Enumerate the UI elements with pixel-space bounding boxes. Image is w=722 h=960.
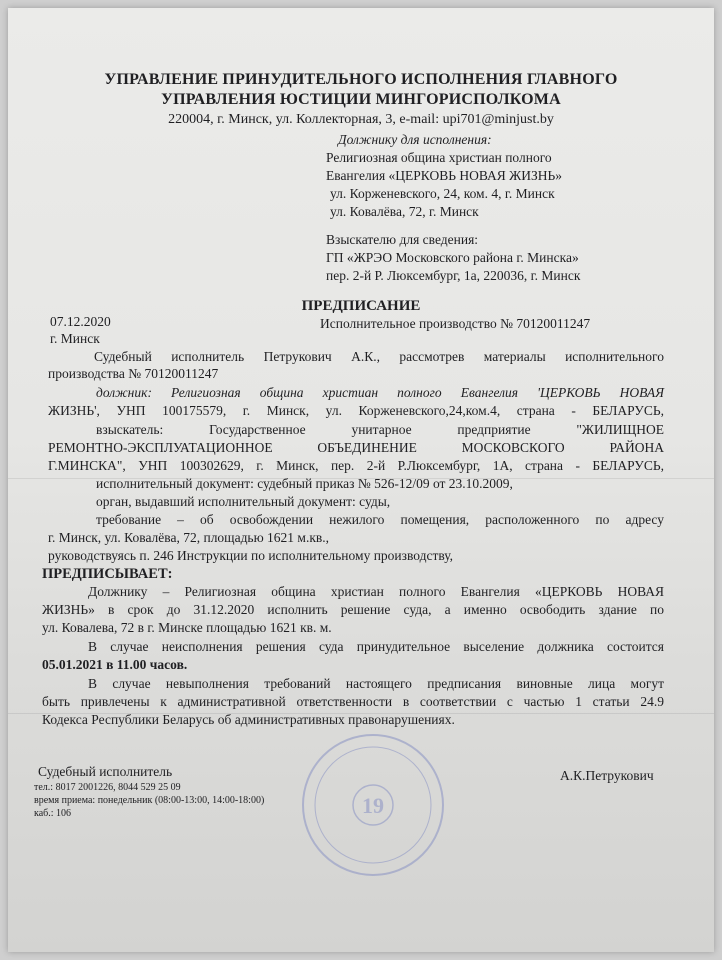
- order-line: ЖИЗНЬ» в срок до 31.12.2020 исполнить решение суда, а именно освободить здание по: [42, 602, 664, 617]
- order-line: Должнику – Религиозная община христиан полного Евангелия «ЦЕРКОВЬ НОВАЯ: [88, 584, 664, 599]
- order-line: В случае невыполнения требований настоящего предписания виновные лица могут: [88, 676, 664, 691]
- order-line: ул. Ковалева, 72 в г. Минске площадью 1621 кв. м.: [42, 620, 332, 635]
- document-date: 07.12.2020: [50, 314, 111, 329]
- eviction-date: 05.01.2021 в 11.00 часов.: [42, 657, 188, 672]
- body-line: ЖИЗНЬ', УНП 100175579, г. Минск, ул. Корженевского,24,ком.4, страна - БЕЛАРУСЬ,: [48, 403, 664, 418]
- body-line: г. Минск, ул. Ковалёва, 72, площадью 1621 м.кв.,: [48, 530, 330, 545]
- debtor-line: Евангелия «ЦЕРКОВЬ НОВАЯ ЖИЗНЬ»: [326, 168, 562, 183]
- claimant-line: пер. 2-й Р. Люксембург, 1а, 220036, г. Минск: [326, 268, 581, 283]
- signature-name: А.К.Петрукович: [560, 768, 654, 783]
- order-line: Кодекса Республики Беларусь об административных правонарушениях.: [42, 712, 455, 727]
- signature-hours: время приема: понедельник (08:00-13:00, 14:00-18:00): [34, 795, 265, 806]
- stamp-number: 19: [362, 793, 384, 818]
- debtor-line: ул. Ковалёва, 72, г. Минск: [330, 204, 479, 219]
- debtor-title: Должнику для исполнения:: [338, 132, 492, 147]
- body-line: взыскатель: Государственное унитарное предприятие "ЖИЛИЩНОЕ: [96, 422, 664, 437]
- header-line-2: УПРАВЛЕНИЯ ЮСТИЦИИ МИНГОРИСПОЛКОМА: [161, 91, 561, 108]
- official-stamp: [298, 730, 448, 880]
- header-line-1: УПРАВЛЕНИЕ ПРИНУДИТЕЛЬНОГО ИСПОЛНЕНИЯ ГЛАВНОГО: [104, 71, 618, 88]
- body-line: орган, выдавший исполнительный документ: суды,: [96, 494, 391, 509]
- debtor-line: ул. Корженевского, 24, ком. 4, г. Минск: [330, 186, 555, 201]
- body-line: РЕМОНТНО-ЭКСПЛУАТАЦИОННОЕ ОБЪЕДИНЕНИЕ МОСКОВСКОГО РАЙОНА: [48, 440, 664, 455]
- body-line: Судебный исполнитель Петрукович А.К., рассмотрев материалы исполнительного: [94, 349, 664, 364]
- body-line: должник: Религиозная община христиан полного Евангелия 'ЦЕРКОВЬ НОВАЯ: [96, 385, 664, 400]
- body-line: требование – об освобождении нежилого помещения, расположенного по адресу: [96, 512, 664, 527]
- body-line: руководствуясь п. 246 Инструкции по исполнительному производству,: [48, 548, 454, 563]
- document-city: г. Минск: [50, 331, 100, 346]
- document-title: ПРЕДПИСАНИЕ: [301, 298, 421, 314]
- claimant-title: Взыскателю для сведения:: [326, 232, 479, 247]
- body-line: исполнительный документ: судебный приказ № 526-12/09 от 23.10.2009,: [96, 476, 513, 491]
- prescribes-heading: ПРЕДПИСЫВАЕТ:: [42, 566, 173, 582]
- debtor-line: Религиозная община христиан полного: [326, 150, 552, 165]
- signature-phone: тел.: 8017 2001226, 8044 529 25 09: [34, 782, 181, 793]
- document-page: [8, 8, 714, 952]
- body-line: Г.МИНСКА", УНП 100302629, г. Минск, пер. 2-й Р.Люксембург, 1А, страна - БЕЛАРУСЬ,: [48, 458, 664, 473]
- signature-role: Судебный исполнитель: [38, 764, 173, 779]
- order-line: В случае неисполнения решения суда принудительное выселение должника состоится: [88, 639, 664, 654]
- header-address: 220004, г. Минск, ул. Коллекторная, 3, e-mail: upi701@minjust.by: [168, 112, 554, 127]
- claimant-line: ГП «ЖРЭО Московского района г. Минска»: [326, 250, 579, 265]
- body-line: производства № 70120011247: [48, 366, 219, 381]
- order-line: быть привлечены к административной ответственности в соответствии с частью 1 статьи 24.9: [42, 694, 664, 709]
- signature-office: каб.: 106: [34, 808, 72, 819]
- case-reference: Исполнительное производство № 70120011247: [320, 316, 591, 331]
